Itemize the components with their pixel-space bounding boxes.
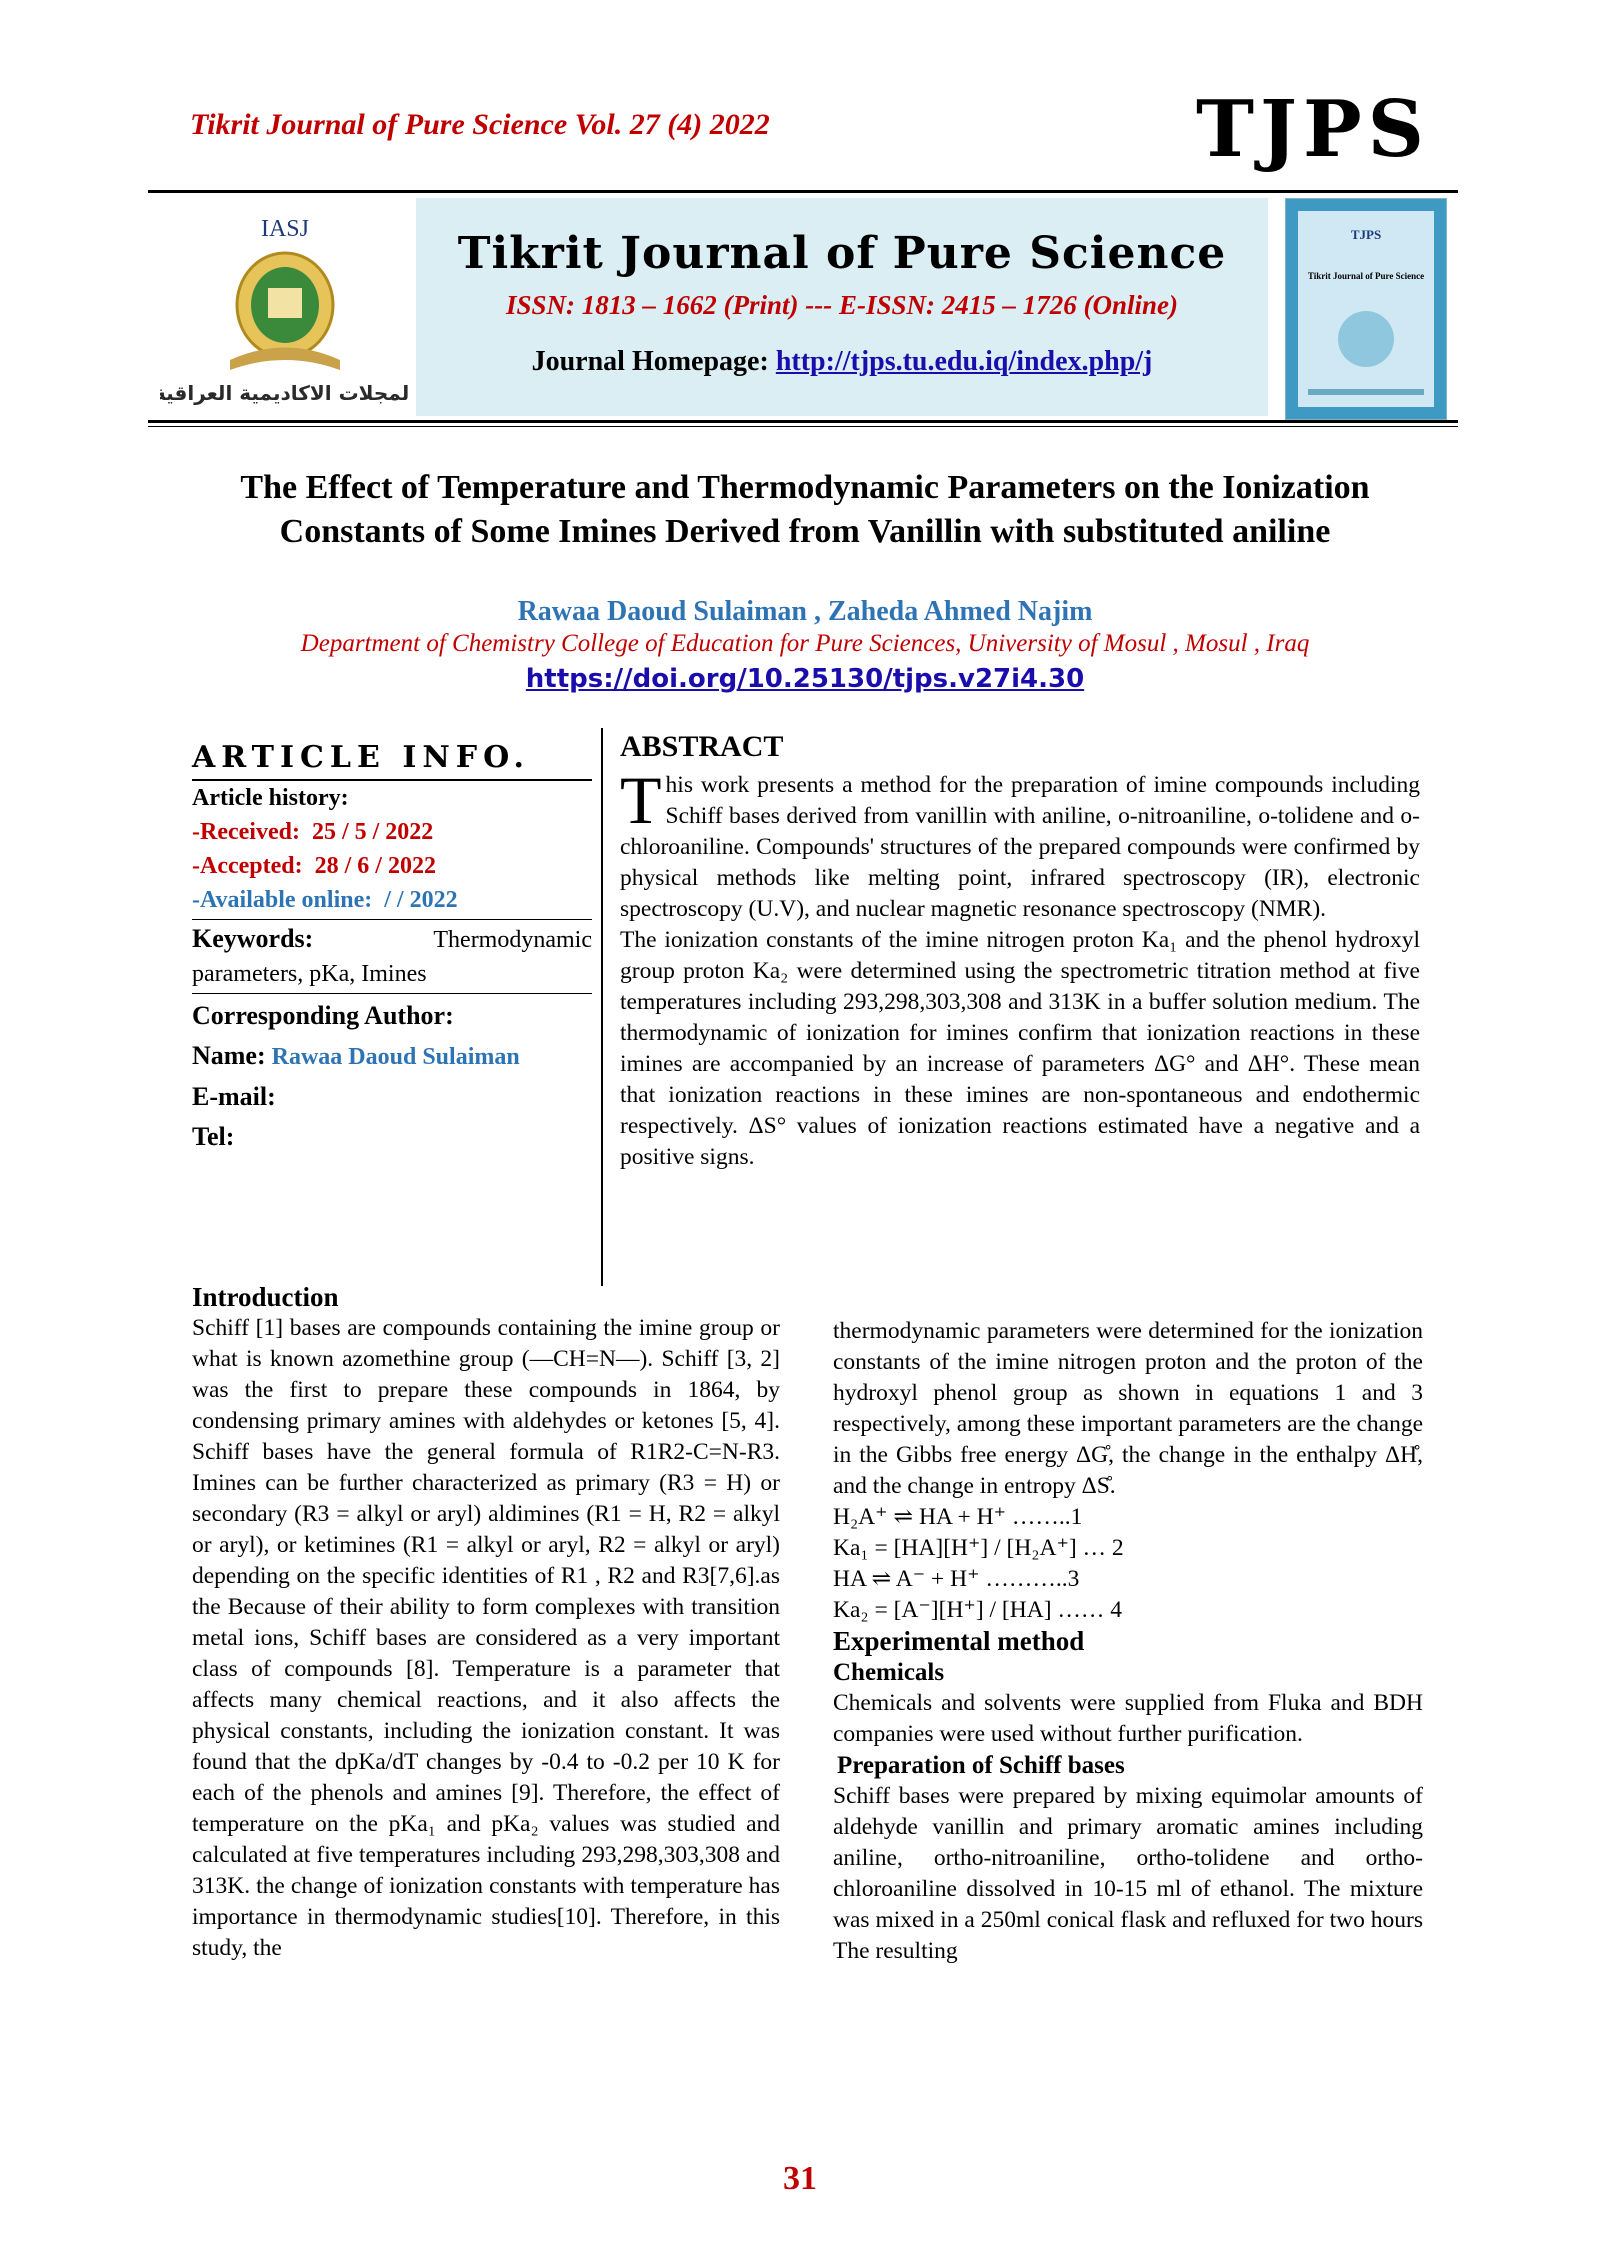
article-info-heading: ARTICLE INFO. [192,740,592,781]
available-row [192,883,592,917]
header-rule-bottom [148,420,1458,423]
info-divider [192,919,592,920]
available-label: -Available online: [192,887,373,913]
tel-label: Tel: [192,1122,235,1151]
chemicals-heading: Chemicals [833,1659,945,1686]
corresponding-name: Rawaa Daoud Sulaiman [271,1044,520,1070]
info-divider-2 [192,993,592,994]
chemicals-text: Chemicals and solvents were supplied from Fluka and BDH companies were used without further purification. [833,1690,1423,1747]
name-row [192,1036,592,1077]
journal-name: Tikrit Journal of Pure Science [457,228,1227,279]
available-date: / / 2022 [384,887,458,913]
paper-title: The Effect of Temperature and Thermodynamic Parameters on the Ionization Constants of Some Imines Derived from Vanillin with substituted aniline [240,469,1370,550]
accepted-date: 28 / 6 / 2022 [314,853,436,879]
introduction-continued: thermodynamic parameters were determined for the ionization constants of the imine nitrogen proton and the proton of the hydroxyl phenol group as shown in equations 1 and 3 respectively, among these important parameters are the change in the Gibbs free energy ΔG̊, the change in the enthalpy ΔH̊, and the change in entropy ΔS̊. [833,1318,1423,1499]
journal-brand: TJPS [1196,84,1430,175]
journal-banner [416,198,1268,416]
cover-abbr: TJPS [1350,227,1382,242]
keywords-row [192,922,592,991]
experimental-heading: Experimental method [833,1626,1085,1656]
history-label: Article history: [192,785,349,811]
issn-line: ISSN: 1813 – 1662 (Print) --- E-ISSN: 2415 – 1726 (Online) [505,290,1179,320]
cover-title: Tikrit Journal of Pure Science [1307,271,1425,281]
name-label: Name: [192,1041,266,1070]
accepted-label: -Accepted: [192,853,303,879]
homepage-link[interactable]: http://tjps.tu.edu.iq/index.php/j [775,346,1153,377]
iasj-logo [160,210,410,410]
equation-3: HA ⇌ A⁻ + H⁺ ………..3 [833,1566,1080,1592]
keywords-value: Thermodynamic parameters, pKa, Imines [192,927,592,987]
right-column [833,1316,1423,1967]
abstract-section [620,730,1420,1173]
introduction-text: Schiff [1] bases are compounds containing the imine group or what is known azomethine group (—CH=N—). Schiff [3, 2] was the first to prepare these compounds in 1864, by condensing primary amines with aldehydes or ketones [5, 4]. Schiff bases have the general formula of R1R2-C=N-R3. Imines can be further characterized as primary (R3 = H) or secondary (R3 = alkyl or aryl) aldimines (R1 = H, R2 = alkyl or aryl), or ketimines (R1 = alkyl or aryl, R2 = alkyl or aryl) depending on the specific identities of R1 , R2 and R3[7,6].as the Because of their ability to form complexes with transition metal ions, Schiff bases are considered as a very important class of compounds [8]. Temperature is a parameter that affects many chemical reactions, and it also affects the physical constants, including the ionization constant. It was found that the dpKa/dT changes by -0.4 to -0.2 per 10 K for each of the phenols and amines [9]. Therefore, the effect of temperature on the pKa₁ and pKa₂ values was studied and calculated at five temperatures including 293,298,303,308 and 313K. the change of ionization constants with temperature has importance in thermodynamic studies[10]. Therefore, in this study, the [192,1315,780,1961]
received-date: 25 / 5 / 2022 [311,819,434,845]
abstract-heading: ABSTRACT [620,730,784,763]
accepted-row [192,849,592,883]
abstract-paragraph-1 [620,762,1420,925]
header-rule-top [148,190,1458,193]
received-label: -Received: [192,819,300,845]
header-rule-bottom-thin [148,426,1458,427]
preparation-text: Schiff bases were prepared by mixing equimolar amounts of aldehyde vanillin and primary aromatic amines including aniline, ortho-nitroaniline, ortho-tolidene and ortho-chloroaniline dissolved in 10-15 ml of ethanol. The mixture was mixed in a 250ml conical flask and refluxed for two hours The resulting [833,1783,1423,1964]
equation-1: H₂A⁺ ⇌ HA + H⁺ ……..1 [833,1504,1083,1530]
paper-affiliation: Department of Chemistry College of Education for Pure Sciences, University of Mosul , Mosul , Iraq [300,630,1310,657]
equation-2: Ka₁ = [HA][H⁺] / [H₂A⁺] … 2 [833,1535,1124,1561]
running-title: Tikrit Journal of Pure Science Vol. 27 (4) 2022 [190,108,770,141]
abstract-divider [601,728,603,1286]
keywords-label: Keywords: [192,924,314,953]
preparation-heading: Preparation of Schiff bases [837,1752,1125,1779]
left-column [192,1282,780,1964]
doi-link[interactable]: https://doi.org/10.25130/tjps.v27i4.30 [525,664,1085,694]
introduction-heading: Introduction [192,1282,339,1312]
logo-text-top: IASJ [260,216,310,242]
abstract-dropcap: T [620,762,662,838]
received-row [192,815,592,849]
homepage-label: Journal Homepage: [531,346,769,377]
homepage-line [416,346,1268,378]
abstract-text-1: his work presents a method for the preparation of imine compounds including Schiff bases derived from vanillin with aniline, o-nitroaniline, o-tolidene and o-chloroaniline. Compounds' structures of the prepared compounds were confirmed by physical methods like melting point, infrared spectroscopy (IR), electronic spectroscopy (U.V), and nuclear magnetic resonance spectroscopy (NMR). [620,772,1420,922]
corresponding-label: Corresponding Author: [192,1001,454,1030]
abstract-paragraph-2: The ionization constants of the imine nitrogen proton Ka₁ and the phenol hydroxyl group proton Ka₂ were determined using the spectrometric titration method at five temperatures including 293,298,303,308 and 313K in a buffer solution medium. The thermodynamic of ionization for imines confirm that ionization reactions in these imines are accompanied by an increase of parameters ΔG° and ΔH°. These mean that ionization reactions in these imines are non-spontaneous and endothermic respectively. ΔS° values of ionization reactions estimated have a negative and a positive signs. [620,927,1420,1170]
iasj-logo-icon [160,210,410,410]
cover-image-icon [1286,199,1446,419]
email-label: E-mail: [192,1082,276,1111]
page-number: 31 [783,2160,817,2197]
logo-text-bottom: المجلات الاكاديمية العراقية [160,381,410,405]
journal-cover-thumbnail [1285,198,1447,420]
article-info [192,740,592,1157]
paper-doi [200,664,1410,694]
equation-4: Ka₂ = [A⁻][H⁺] / [HA] …… 4 [833,1597,1123,1623]
paper-authors: Rawaa Daoud Sulaiman , Zaheda Ahmed Najim [517,596,1093,627]
